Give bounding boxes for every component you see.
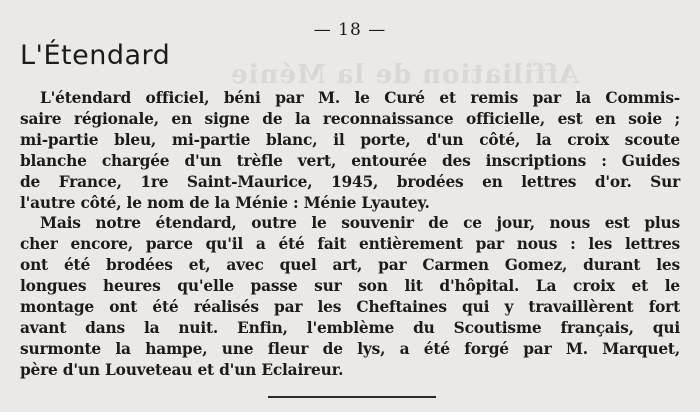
text-line: surmonte la hampe, une fleur de lys, a été forgé par M. Marquet, [20,339,680,358]
section-divider [268,396,436,398]
text-line: montage ont été réalisés par les Cheftaines qui y travaillèrent fort [20,298,680,317]
text-line: mi-partie bleu, mi-partie blanc, il porte, d'un côté, la croix scoute [20,130,680,149]
text-line: Mais notre étendard, outre le souvenir de ce jour, nous est plus [40,214,680,233]
text-line: de France, 1re Saint-Maurice, 1945, brodées en lettres d'or. Sur [20,172,680,191]
text-line: cher encore, parce qu'il a été fait entièrement par nous : les lettres [20,235,680,254]
paragraph-2 [20,213,680,380]
show-through-text: Affiliation de la Ménie [230,60,579,90]
text-line: ont été brodées et, avec quel art, par Carmen Gomez, durant les [20,256,680,275]
paragraph-1 [20,88,680,213]
page-number: — 18 — [313,20,387,40]
text-line: l'autre côté, le nom de la Ménie : Ménie Lyautey. [20,193,430,212]
article-body [20,88,680,381]
text-line: avant dans la nuit. Enfin, l'emblème du Scoutisme français, qui [20,318,680,337]
text-line: saire régionale, en signe de la reconnaissance officielle, est en soie ; [20,109,680,128]
text-line: L'étendard officiel, béni par M. le Curé et remis par la Commis- [40,89,680,107]
text-line: père d'un Louveteau et d'un Eclaireur. [20,360,344,379]
section-title: L'Étendard [20,40,171,71]
text-line: blanche chargée d'un trèfle vert, entourée des inscriptions : Guides [20,151,680,170]
text-line: longues heures qu'elle passe sur son lit d'hôpital. La croix et le [20,277,680,296]
